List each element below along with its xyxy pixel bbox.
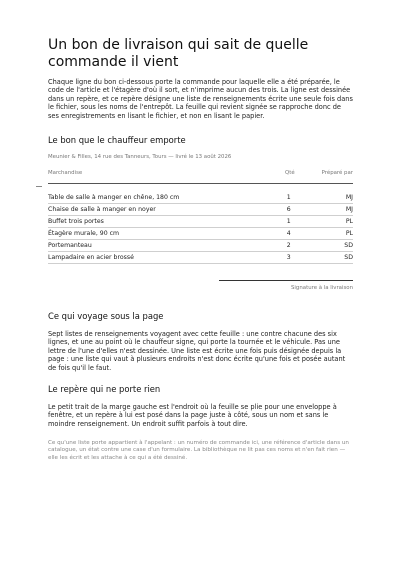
signature-line — [219, 280, 353, 291]
row-prepared-by: SD — [299, 240, 353, 252]
row-item: Étagère murale, 90 cm — [48, 228, 275, 240]
table-row — [48, 252, 353, 264]
table-row — [48, 240, 353, 252]
table-spacer — [48, 184, 353, 193]
row-item: Portemanteau — [48, 240, 275, 252]
row-qty: 2 — [275, 240, 299, 252]
slip-meta: Meunier & Filles, 14 rue des Tanneurs, Tours — livré le 13 août 2026 — [48, 154, 232, 161]
column-header-qty: Qté — [275, 170, 299, 184]
section-marker — [48, 384, 353, 462]
section-under-page — [48, 311, 353, 372]
signature-label: Signature à la livraison — [291, 285, 353, 292]
table-row — [48, 228, 353, 240]
table-row — [48, 192, 353, 204]
table-row — [48, 204, 353, 216]
row-item: Chaise de salle à manger en noyer — [48, 204, 275, 216]
row-prepared-by: MJ — [299, 192, 353, 204]
row-qty: 1 — [275, 216, 299, 228]
page-title: Un bon de livraison qui sait de quelle commande il vient — [48, 37, 309, 70]
row-qty: 6 — [275, 204, 299, 216]
section-heading: Le repère qui ne porte rien — [48, 384, 161, 395]
fold-mark — [36, 186, 42, 187]
footnote: Ce qu'une liste porte appartient à l'appelant : un numéro de commande ici, une référence d'article dans un catalogue, un état contre une case d'un formulaire. La bibliothèque ne lit pas ces noms et n'en fait rien — elle les écrit et les attache à ce qui a été dessiné. — [48, 440, 349, 461]
section-heading: Ce qui voyage sous la page — [48, 311, 164, 322]
section-paragraph: Sept listes de renseignements voyagent avec cette feuille : une contre chacune des six lignes, et une au point où le chauffeur signe, qui porte la tournée et le véhicule. Pas une lettre de l'une d'elles n'est dessinée. Une liste est écrite une fois puis désignée depuis la page : une liste qui vaut à plusieurs endroits n'est donc écrite qu'une fois et posée autant de fois qu'il le faut. — [48, 330, 346, 372]
row-item: Buffet trois portes — [48, 216, 275, 228]
row-item: Table de salle à manger en chêne, 180 cm — [48, 192, 275, 204]
column-header-prepared-by: Préparé par — [299, 170, 353, 184]
row-prepared-by: SD — [299, 252, 353, 264]
delivery-table — [48, 170, 353, 264]
row-qty: 1 — [275, 192, 299, 204]
table-row — [48, 216, 353, 228]
section-paragraph: Le petit trait de la marge gauche est l'endroit où la feuille se plie pour une enveloppe à fenêtre, et un repère à lui est posé dans la page juste à côté, sous un nom et sans le moindre renseignement. Un endroit suffit parfois à tout dire. — [48, 403, 337, 428]
row-prepared-by: PL — [299, 228, 353, 240]
row-qty: 4 — [275, 228, 299, 240]
column-header-item: Marchandise — [48, 170, 275, 184]
row-prepared-by: PL — [299, 216, 353, 228]
row-item: Lampadaire en acier brossé — [48, 252, 275, 264]
intro-paragraph: Chaque ligne du bon ci-dessous porte la commande pour laquelle elle a été préparée, le code de l'article et l'étagère d'où il sort, et n'imprime aucun des trois. La ligne est dessinée dans un repère, et ce repère désigne une liste de renseignements écrite une seule fois dans le fichier, sous les noms de l'entrepôt. La feuille qui revient signée se rapproche donc de ses enregistrements en lisant le fichier, et non en lisant le papier. — [48, 78, 353, 120]
row-qty: 3 — [275, 252, 299, 264]
table-header-row — [48, 170, 353, 184]
slip-heading: Le bon que le chauffeur emporte — [48, 135, 186, 146]
row-prepared-by: MJ — [299, 204, 353, 216]
